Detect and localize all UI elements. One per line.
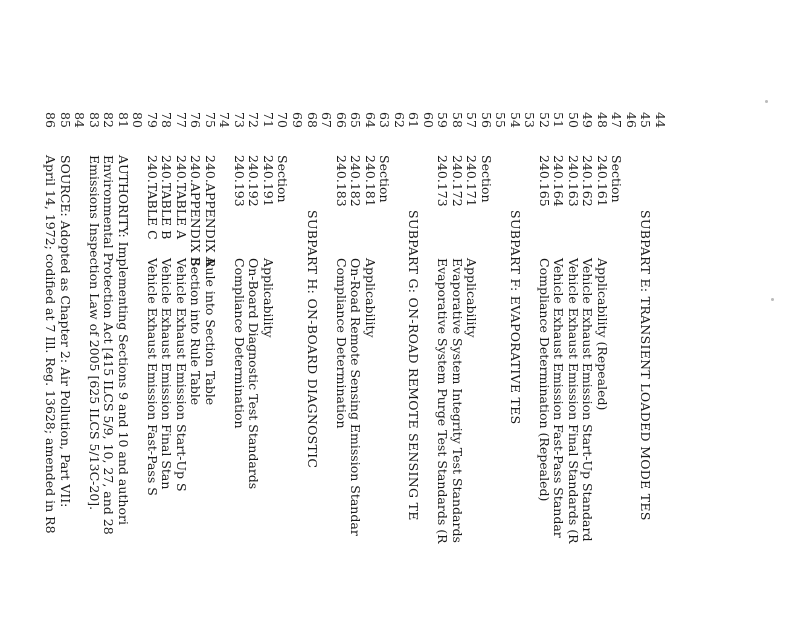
document-line <box>580 0 595 618</box>
line-number: 75 <box>202 112 218 128</box>
document-line <box>159 0 174 618</box>
document-line <box>653 0 668 618</box>
section-number: 240.APPENDIX A <box>202 155 218 266</box>
section-number: 240.183 <box>333 155 349 207</box>
section-title: Vehicle Exhaust Emission Fast-Pass S <box>144 258 160 496</box>
document-line <box>43 0 58 618</box>
section-title: Vehicle Exhaust Emission Fast-Pass Standar <box>551 258 567 538</box>
document-line <box>174 0 189 618</box>
section-title: Vehicle Exhaust Emission Final Stan <box>159 258 175 490</box>
document-line <box>508 0 523 618</box>
scan-speck <box>765 100 768 103</box>
line-number: 66 <box>333 112 349 128</box>
section-title: Compliance Determination <box>333 258 349 429</box>
document-line <box>479 0 494 618</box>
document-line <box>493 0 508 618</box>
document-line <box>566 0 581 618</box>
document-line <box>58 0 73 618</box>
document-line <box>72 0 87 618</box>
document-line <box>261 0 276 618</box>
subpart-heading: SUBPART E: TRANSIENT LOADED MODE TES <box>638 210 654 521</box>
section-number: 240.165 <box>536 155 552 207</box>
section-number: 240.TABLE B <box>159 155 175 240</box>
document-line <box>551 0 566 618</box>
section-title: Vehicle Exhaust Emission Start-Up S <box>173 258 189 492</box>
line-number: 82 <box>101 112 117 128</box>
section-title: Vehicle Exhaust Emission Final Standards (R <box>565 258 581 544</box>
document-line <box>101 0 116 618</box>
line-number: 46 <box>623 112 639 128</box>
line-number: 73 <box>231 112 247 128</box>
document-line <box>188 0 203 618</box>
section-number: Section <box>377 155 393 203</box>
document-line <box>421 0 436 618</box>
line-number: 79 <box>144 112 160 128</box>
line-number: 84 <box>72 112 88 128</box>
section-title: Rule into Section Table <box>202 258 218 406</box>
line-number: 47 <box>609 112 625 128</box>
section-title: Vehicle Exhaust Emission Start-Up Standard <box>580 258 596 542</box>
line-number: 55 <box>493 112 509 128</box>
document-line <box>522 0 537 618</box>
document-line <box>435 0 450 618</box>
line-number: 80 <box>130 112 146 128</box>
line-number: 86 <box>43 112 59 128</box>
section-number: Section <box>478 155 494 203</box>
line-number: 76 <box>188 112 204 128</box>
document-line <box>334 0 349 618</box>
section-number: Section <box>609 155 625 203</box>
document-line <box>392 0 407 618</box>
document-line <box>217 0 232 618</box>
line-number: 56 <box>478 112 494 128</box>
line-number: 53 <box>522 112 538 128</box>
section-title: Section into Rule Table <box>188 258 204 406</box>
document-line <box>609 0 624 618</box>
line-number: 63 <box>377 112 393 128</box>
document-line <box>275 0 290 618</box>
section-title: Compliance Determination (Repealed) <box>536 258 552 502</box>
line-number: 57 <box>464 112 480 128</box>
subpart-heading: SUBPART F: EVAPORATIVE TES <box>507 210 523 425</box>
subpart-heading: SUBPART G: ON-ROAD REMOTE SENSING TE <box>406 210 422 521</box>
line-number: 49 <box>580 112 596 128</box>
line-number: 74 <box>217 112 233 128</box>
section-number: 240.171 <box>464 155 480 207</box>
section-title: Applicability <box>464 258 480 338</box>
section-title: Applicability <box>362 258 378 338</box>
scan-speck <box>771 298 774 301</box>
document-line <box>87 0 102 618</box>
paragraph-text: Emissions Inspection Law of 2005 [625 ILCS 5/13C-20]. <box>86 155 102 511</box>
section-number: 240.172 <box>449 155 465 207</box>
line-number: 48 <box>594 112 610 128</box>
line-number: 59 <box>435 112 451 128</box>
line-number: 81 <box>115 112 131 128</box>
section-number: 240.162 <box>580 155 596 207</box>
line-number: 60 <box>420 112 436 128</box>
document-line <box>464 0 479 618</box>
line-number: 77 <box>173 112 189 128</box>
section-title: Evaporative System Integrity Test Standards <box>449 258 465 543</box>
document-line <box>203 0 218 618</box>
document-line <box>145 0 160 618</box>
line-number: 52 <box>536 112 552 128</box>
line-number: 69 <box>290 112 305 128</box>
document-line <box>290 0 305 618</box>
line-number: 78 <box>159 112 175 128</box>
section-number: 240.193 <box>231 155 247 207</box>
subpart-heading: SUBPART H: ON-BOARD DIAGNOSTIC <box>304 210 320 469</box>
document-line <box>638 0 653 618</box>
document-line <box>377 0 392 618</box>
section-number: Section <box>275 155 291 203</box>
section-title: On-Board Diagnostic Test Standards <box>246 258 262 490</box>
section-title: Compliance Determination <box>231 258 247 429</box>
line-number: 62 <box>391 112 407 128</box>
document-line <box>305 0 320 618</box>
document-line <box>595 0 610 618</box>
document-line <box>537 0 552 618</box>
section-number: 240.181 <box>362 155 378 207</box>
line-number: 85 <box>57 112 73 128</box>
section-number: 240.161 <box>594 155 610 207</box>
line-number: 58 <box>449 112 465 128</box>
section-number: 240.TABLE A <box>173 155 189 240</box>
line-number: 45 <box>638 112 654 128</box>
line-number: 72 <box>246 112 262 128</box>
section-number: 240.192 <box>246 155 262 207</box>
document-line <box>348 0 363 618</box>
section-title: Applicability <box>260 258 276 338</box>
line-number: 54 <box>507 112 523 128</box>
section-number: 240.173 <box>435 155 451 207</box>
line-number: 70 <box>275 112 291 128</box>
section-title: Evaporative System Purge Test Standards (R <box>435 258 451 544</box>
line-number: 83 <box>86 112 102 128</box>
document-line <box>130 0 145 618</box>
line-number: 68 <box>304 112 320 128</box>
document-line <box>319 0 334 618</box>
line-number: 44 <box>653 112 668 128</box>
document-line <box>406 0 421 618</box>
paragraph-text: Environmental Protection Act [415 ILCS 5/9, 10, 27, and 28 <box>101 155 117 535</box>
document-line <box>116 0 131 618</box>
paragraph-text: SOURCE: Adopted as Chapter 2: Air Pollution, Part VII: <box>57 155 73 508</box>
section-number: 240.TABLE C <box>144 155 160 240</box>
line-number: 65 <box>348 112 364 128</box>
document-line <box>624 0 639 618</box>
section-number: 240.182 <box>348 155 364 207</box>
section-number: 240.APPENDIX B <box>188 155 204 266</box>
section-title: On-Road Remote Sensing Emission Standar <box>348 258 364 536</box>
section-number: 240.164 <box>551 155 567 207</box>
paragraph-text: AUTHORITY: Implementing Sections 9 and 10 and authori <box>115 155 131 525</box>
line-number: 67 <box>319 112 335 128</box>
line-number: 71 <box>260 112 276 128</box>
section-number: 240.191 <box>260 155 276 207</box>
document-line <box>363 0 378 618</box>
line-number: 64 <box>362 112 378 128</box>
line-number: 50 <box>565 112 581 128</box>
document-line <box>246 0 261 618</box>
line-number: 61 <box>406 112 422 128</box>
paragraph-text: April 14, 1972; codified at 7 Ill. Reg. 13628; amended in R8 <box>43 155 59 534</box>
document-line <box>232 0 247 618</box>
document-line <box>450 0 465 618</box>
line-number: 51 <box>551 112 567 128</box>
section-title: Applicability (Repealed) <box>594 258 610 411</box>
section-number: 240.163 <box>565 155 581 207</box>
